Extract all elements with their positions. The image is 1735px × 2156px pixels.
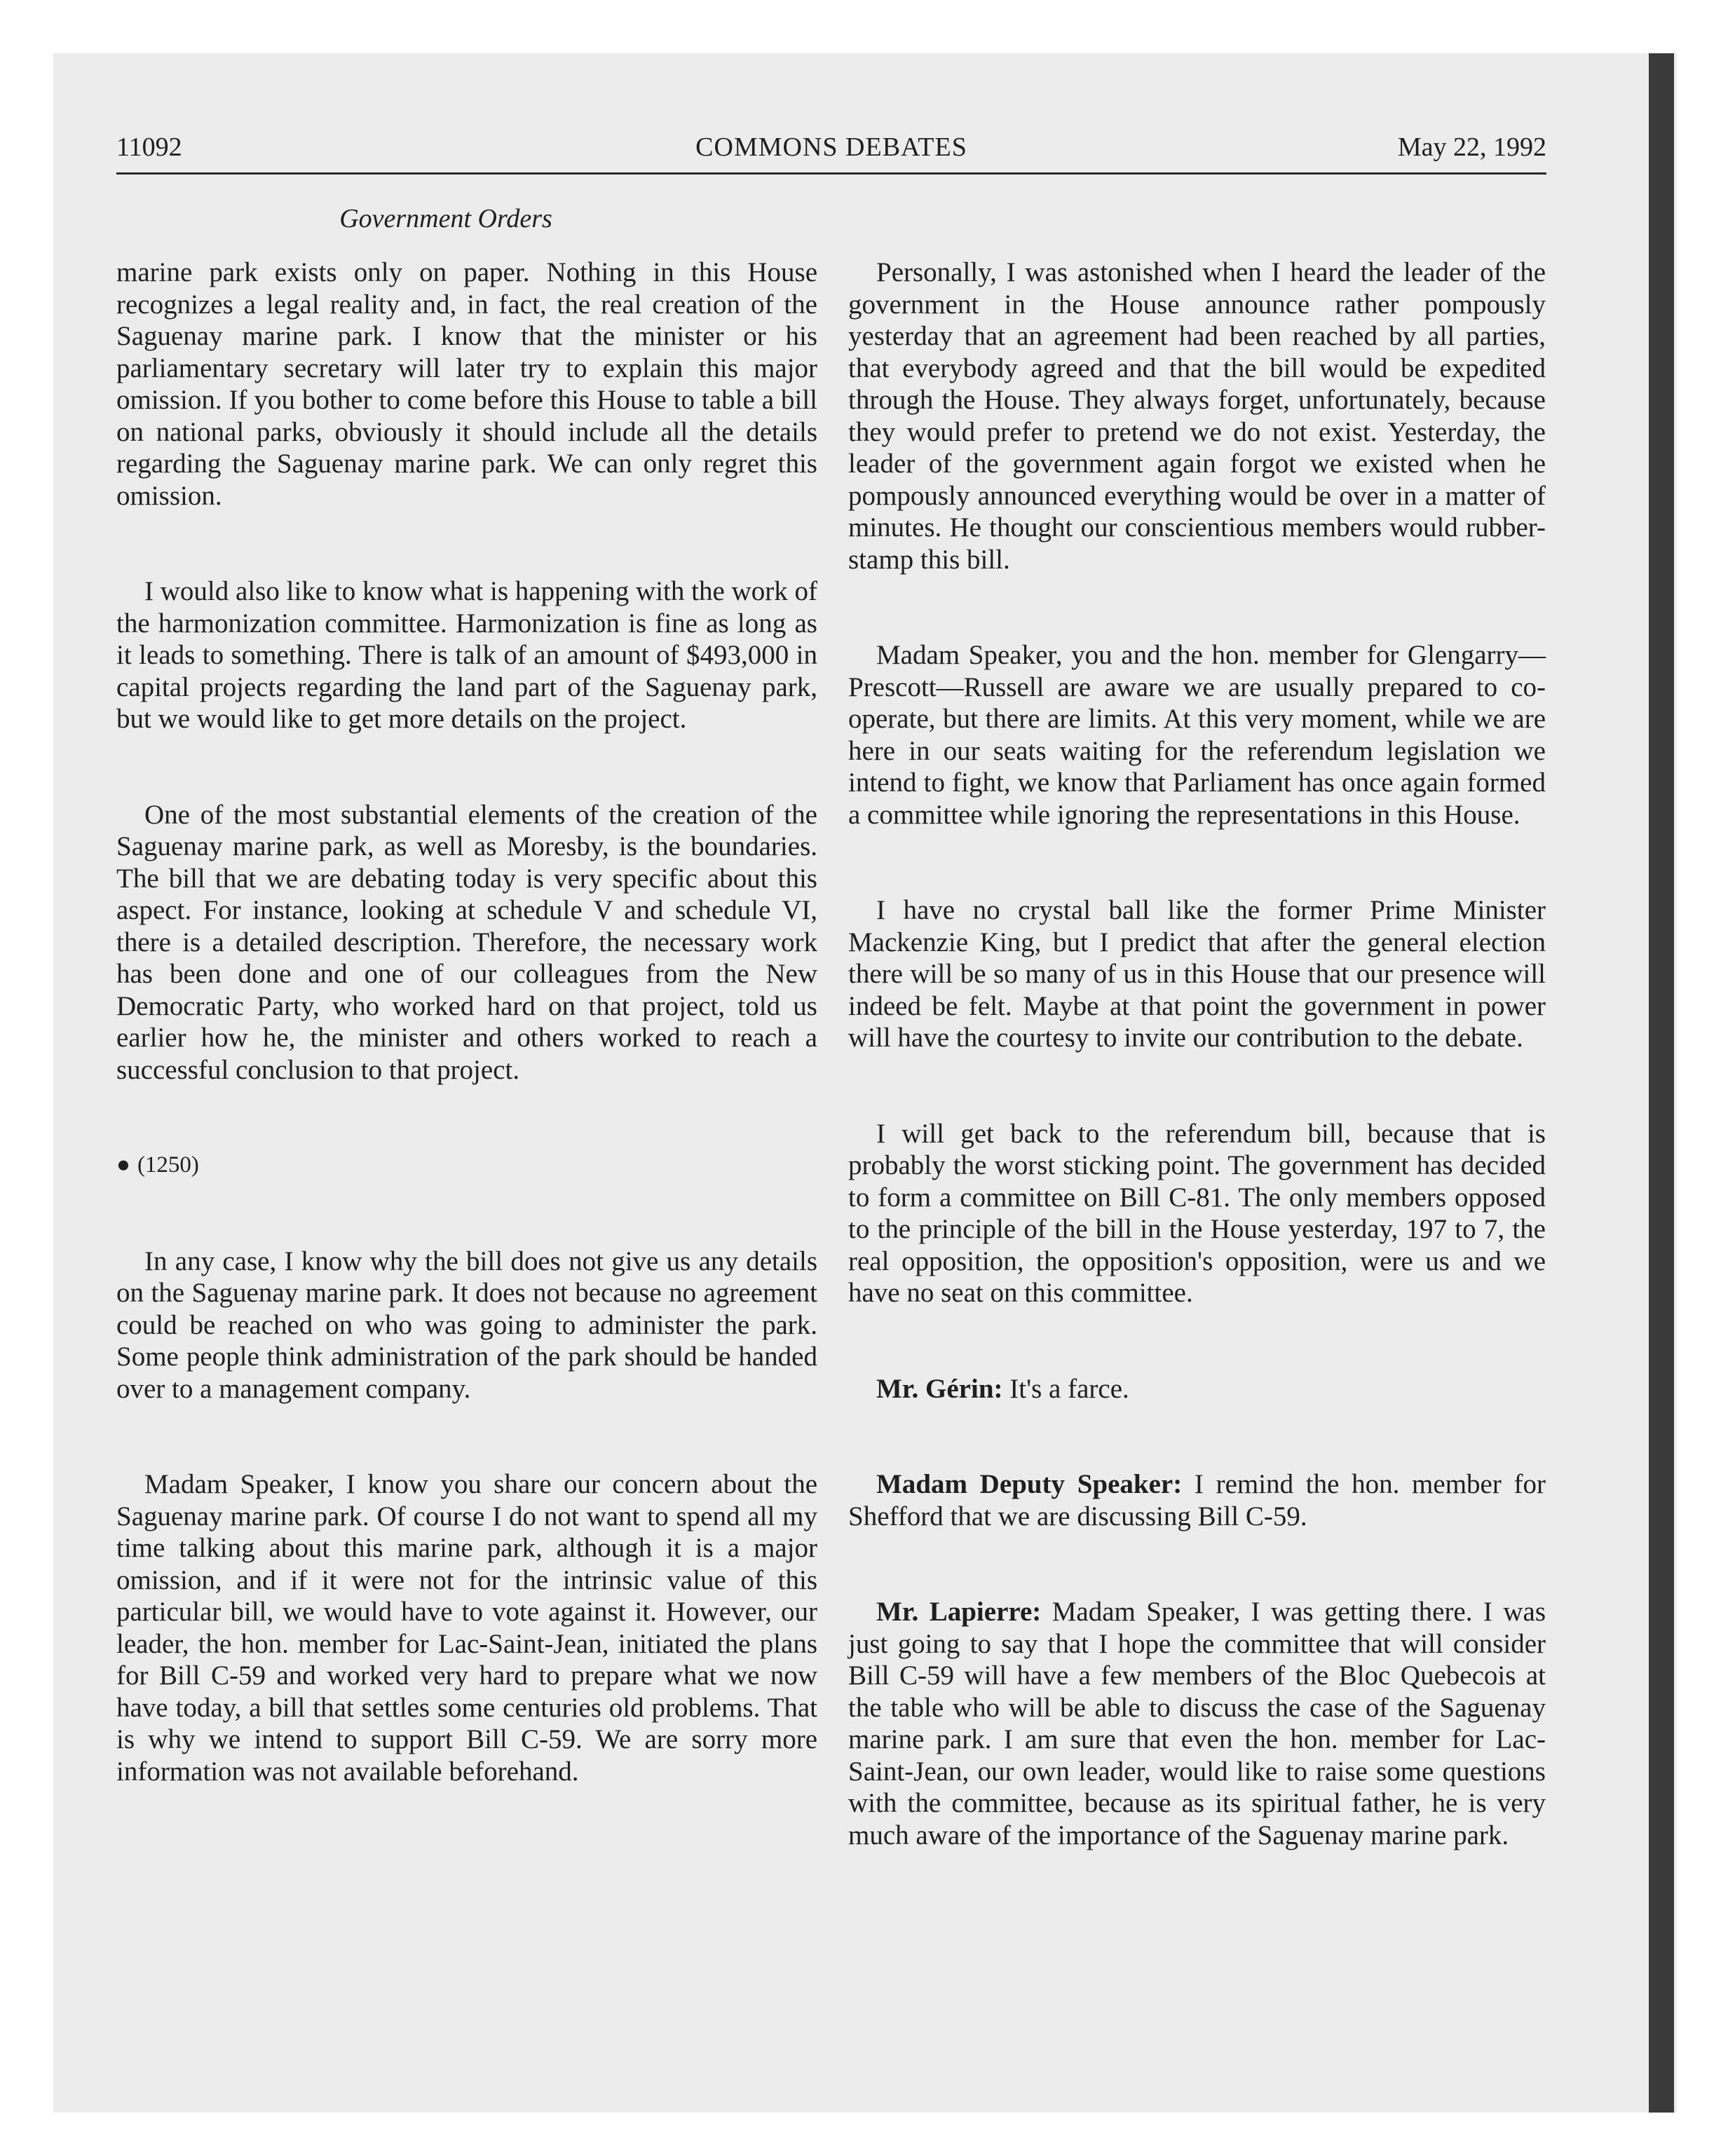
speech bbox=[848, 1596, 1546, 1851]
speech-text: I remind the hon. member for Shefford that we are discussing Bill C-59. bbox=[848, 1469, 1546, 1531]
paragraph: One of the most substantial elements of the creation of the Saguenay marine park, as well as Moresby, is the boundaries. The bill that we are debating today is very specific about this aspect. For instance, looking at schedule V and schedule VI, there is a detailed description. Therefore, the necessary work has been done and one of our colleagues from the New Democratic Party, who worked hard on that project, told us earlier how he, the minister and others worked to reach a successful conclusion to that project. bbox=[116, 799, 817, 1085]
speaker-name: Madam Deputy Speaker: bbox=[876, 1469, 1183, 1499]
speech bbox=[848, 1468, 1546, 1532]
speaker-name: Mr. Lapierre: bbox=[876, 1597, 1042, 1627]
paragraph: marine park exists only on paper. Nothing in this House recognizes a legal reality and, in fact, the real creation of the Saguenay marine park. I know that the minister or his parliamentary secretary will later try to explain this major omission. If you bother to come before this House to table a bill on national parks, obviously it should include all the details regarding the Saguenay marine park. We can only regret this omission. bbox=[116, 257, 817, 511]
section-title: Government Orders bbox=[339, 204, 552, 233]
header-rule bbox=[116, 172, 1546, 175]
left-column bbox=[116, 257, 817, 1851]
speech-text: It's a farce. bbox=[1002, 1373, 1129, 1404]
page-header bbox=[116, 132, 1546, 168]
paragraph: I will get back to the referendum bill, because that is probably the worst sticking point. The government has decided to form a committee on Bill C-81. The only members opposed to the principle of the bill in the House yesterday, 197 to 7, the real opposition, the opposition's opposition, were us and we have no seat on this committee. bbox=[848, 1118, 1546, 1308]
paragraph: Madam Speaker, you and the hon. member for Glengarry—Prescott—Russell are aware we are usually prepared to co-operate, but there are limits. At this very moment, while we are here in our seats waiting for the referendum legislation we intend to fight, we know that Parliament has once again formed a committee while ignoring the representations in this House. bbox=[848, 640, 1546, 830]
publication-title: COMMONS DEBATES bbox=[695, 132, 967, 162]
paragraph: I have no crystal ball like the former Prime Minister Mackenzie King, but I predict that after the general election there will be so many of us in this House that our presence will indeed be felt. Maybe at that point the government in power will have the courtesy to invite our contribution to the debate. bbox=[848, 895, 1546, 1053]
right-column bbox=[848, 257, 1546, 1915]
speech-text: Madam Speaker, I was getting there. I was just going to say that I hope the committee that will consider Bill C-59 will have a few members of the Bloc Quebecois at the table who will be able to discuss the case of the Saguenay marine park. I am sure that even the hon. member for Lac-Saint-Jean, our own leader, would like to raise some questions with the committee, because as its spiritual father, he is very much aware of the importance of the Saguenay marine park. bbox=[848, 1597, 1546, 1850]
paragraph: I would also like to know what is happening with the work of the harmonization committee. Harmonization is fine as long as it leads to something. There is talk of an amount of $493,000 in capital projects regarding the land part of the Saguenay park, but we would like to get more details on the project. bbox=[116, 576, 817, 734]
paragraph: Madam Speaker, I know you share our concern about the Saguenay marine park. Of course I do not want to spend all my time talking about this marine park, although it is a major omission, and if it were not for the intrinsic value of this particular bill, we would have to vote against it. However, our leader, the hon. member for Lac-Saint-Jean, initiated the plans for Bill C-59 and worked very hard to prepare what we now have today, a bill that settles some centuries old problems. That is why we intend to support Bill C-59. We are sorry more information was not available beforehand. bbox=[116, 1469, 817, 1787]
bullet-icon: ● bbox=[116, 1152, 130, 1178]
speaker-name: Mr. Gérin: bbox=[876, 1373, 1003, 1404]
time-marker-text: (1250) bbox=[137, 1152, 199, 1178]
publication-date: May 22, 1992 bbox=[1397, 132, 1546, 162]
speech bbox=[848, 1373, 1546, 1405]
paragraph: In any case, I know why the bill does not give us any details on the Saguenay marine park. It does not because no agreement could be reached on who was going to administer the park. Some people think administration of the park should be handed over to a management company. bbox=[116, 1246, 817, 1404]
paragraph: Personally, I was astonished when I heard the leader of the government in the House announce rather pompously yesterday that an agreement had been reached by all parties, that everybody agreed and that the bill would be expedited through the House. They always forget, unfortunately, because they would prefer to pretend we do not exist. Yesterday, the leader of the government again forgot we existed when he pompously announced everything would be over in a matter of minutes. He thought our conscientious members would rubber-stamp this bill. bbox=[848, 257, 1546, 575]
scan-edge-shadow bbox=[1649, 53, 1674, 2113]
page-number: 11092 bbox=[116, 132, 182, 162]
time-marker bbox=[116, 1149, 817, 1182]
